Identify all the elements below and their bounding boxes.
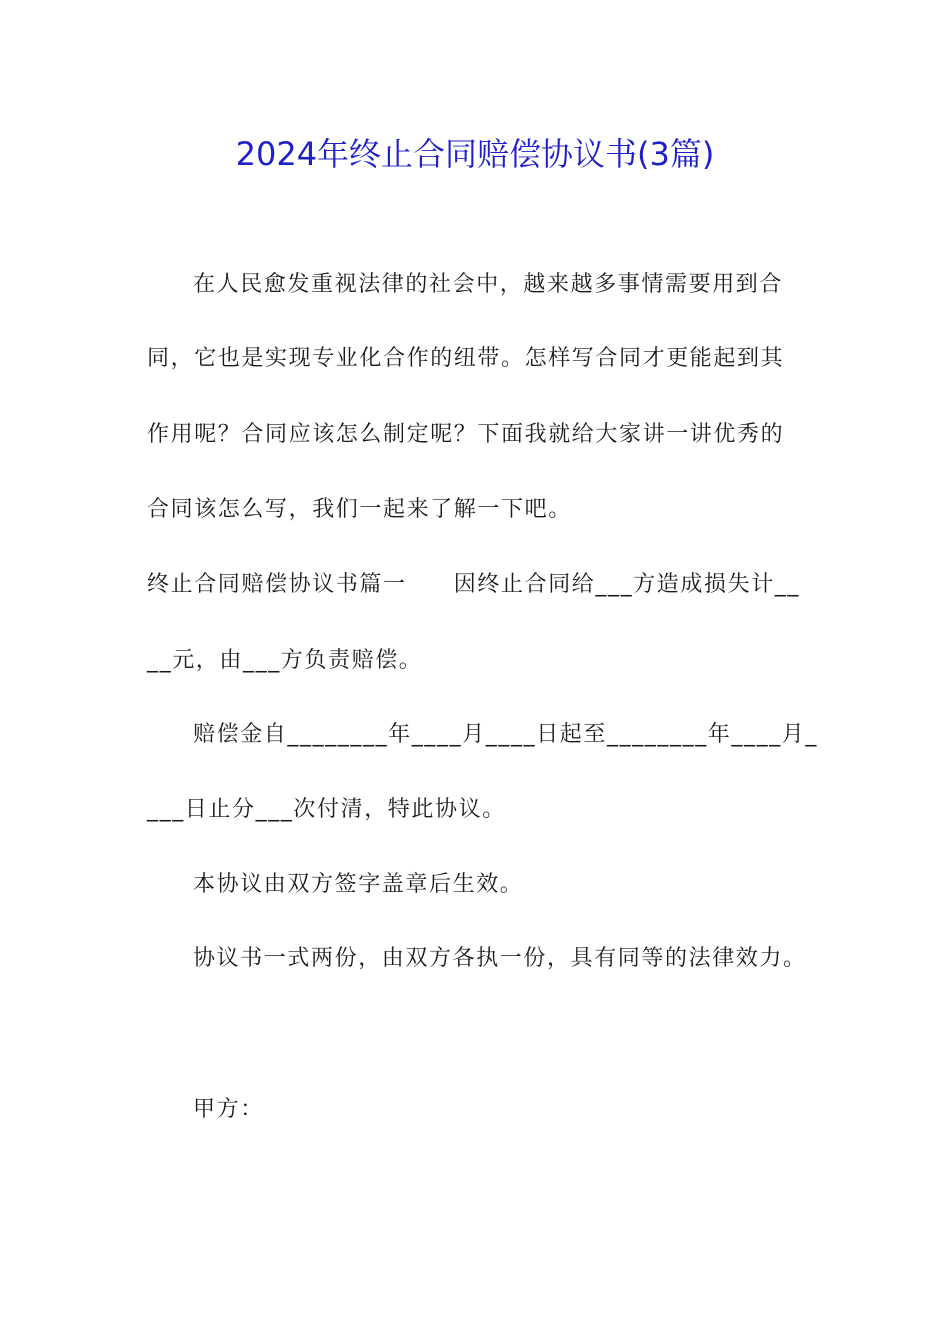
copies-clause: 协议书一式两份，由双方各执一份，具有同等的法律效力。	[193, 946, 807, 971]
effective-clause: 本协议由双方签字盖章后生效。	[193, 872, 524, 897]
section-one-line-1: 终止合同赔偿协议书篇一 因终止合同给___方造成损失计__	[147, 572, 801, 597]
intro-line-3: 作用呢？合同应该怎么制定呢？下面我就给大家讲一讲优秀的	[147, 422, 785, 447]
document-title: 2024年终止合同赔偿协议书(3篇)	[235, 135, 715, 173]
intro-line-2: 同，它也是实现专业化合作的纽带。怎样写合同才更能起到其	[147, 346, 785, 371]
intro-line-4: 合同该怎么写，我们一起来了解一下吧。	[147, 497, 572, 522]
intro-line-1: 在人民愈发重视法律的社会中，越来越多事情需要用到合	[193, 272, 784, 297]
payment-line-1: 赔偿金自________年____月____日起至________年____月_	[193, 722, 819, 747]
party-a-label: 甲方：	[193, 1097, 264, 1122]
payment-line-2: ___日止分___次付清，特此协议。	[147, 797, 506, 822]
section-one-line-2: __元，由___方负责赔偿。	[147, 648, 423, 673]
